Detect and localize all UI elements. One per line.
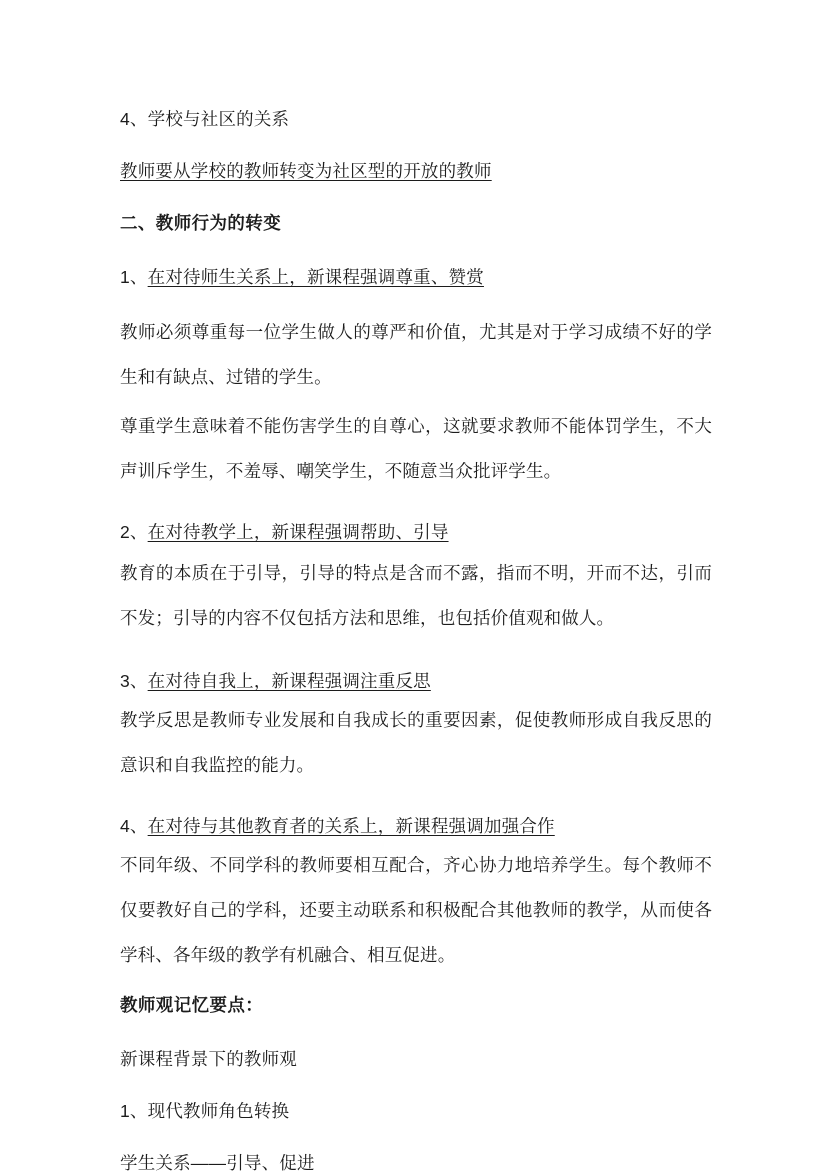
subheading-item-1-number: 1、 (120, 267, 148, 288)
memory-line-2-text: 现代教师角色转换 (147, 1101, 290, 1122)
document-body (120, 96, 712, 1175)
subheading-item-2-text: 在对待教学上，新课程强调帮助、引导 (147, 521, 449, 542)
section-heading-two (120, 200, 712, 248)
spacer (120, 302, 712, 310)
memory-line-3-text: 学生关系——引导、促进 (120, 1153, 315, 1174)
list-number: 4、 (120, 109, 148, 130)
subheading-item-3-number: 3、 (120, 670, 148, 691)
spacer (120, 541, 712, 551)
memory-line-1 (120, 1036, 712, 1084)
subheading-item-3-text: 在对待自我上，新课程强调注重反思 (147, 670, 431, 691)
list-item-label: 学校与社区的关系 (147, 109, 290, 130)
memory-points-heading-text: 教师观记忆要点： (120, 995, 264, 1016)
paragraph-item-4: 不同年级、不同学科的教师要相互配合，齐心协力地培养学生。每个教师不仅要教好自己的学科，还要主动联系和积极配合其他教师的教学，从而使各学科、各年级的教学有机融合、相互促进。 (120, 855, 712, 965)
subheading-item-4-number: 4、 (120, 815, 148, 836)
spacer (120, 641, 712, 649)
subheading-item-1-text: 在对待师生关系上，新课程强调尊重、赞赏 (147, 267, 484, 288)
subheading-item-2-number: 2、 (120, 521, 148, 542)
memory-line-1-text: 新课程背景下的教师观 (120, 1049, 297, 1070)
memory-line-2-number: 1、 (120, 1101, 148, 1122)
subheading-item-4-text: 在对待与其他教育者的关系上，新课程强调加强合作 (147, 815, 555, 836)
memory-line-3 (120, 1140, 712, 1175)
memory-points-heading (120, 982, 712, 1030)
list-item-school-community (120, 96, 712, 144)
subheading-item-1 (120, 254, 712, 302)
underlined-statement-open-teacher (120, 148, 712, 196)
memory-line-2 (120, 1088, 712, 1136)
paragraph-item-1-b: 尊重学生意味着不能伤害学生的自尊心，这就要求教师不能体罚学生，不大声训斥学生，不羞辱、嘲笑学生，不随意当众批评学生。 (120, 416, 712, 481)
subheading-item-3 (120, 649, 712, 690)
subheading-item-2 (120, 500, 712, 541)
underlined-statement-text: 教师要从学校的教师转变为社区型的开放的教师 (120, 161, 492, 182)
subheading-item-4 (120, 794, 712, 835)
spacer (120, 690, 712, 698)
paragraph-item-1-a: 教师必须尊重每一位学生做人的尊严和价值，尤其是对于学习成绩不好的学生和有缺点、过错的学生。 (120, 322, 712, 387)
paragraph-item-2: 教育的本质在于引导，引导的特点是含而不露，指而不明，开而不达，引而不发；引导的内容不仅包括方法和思维，也包括价值观和做人。 (120, 563, 712, 628)
spacer (120, 835, 712, 843)
section-heading-two-text: 二、教师行为的转变 (120, 213, 282, 234)
paragraph-item-3: 教学反思是教师专业发展和自我成长的重要因素，促使教师形成自我反思的意识和自我监控的能力。 (120, 710, 712, 775)
